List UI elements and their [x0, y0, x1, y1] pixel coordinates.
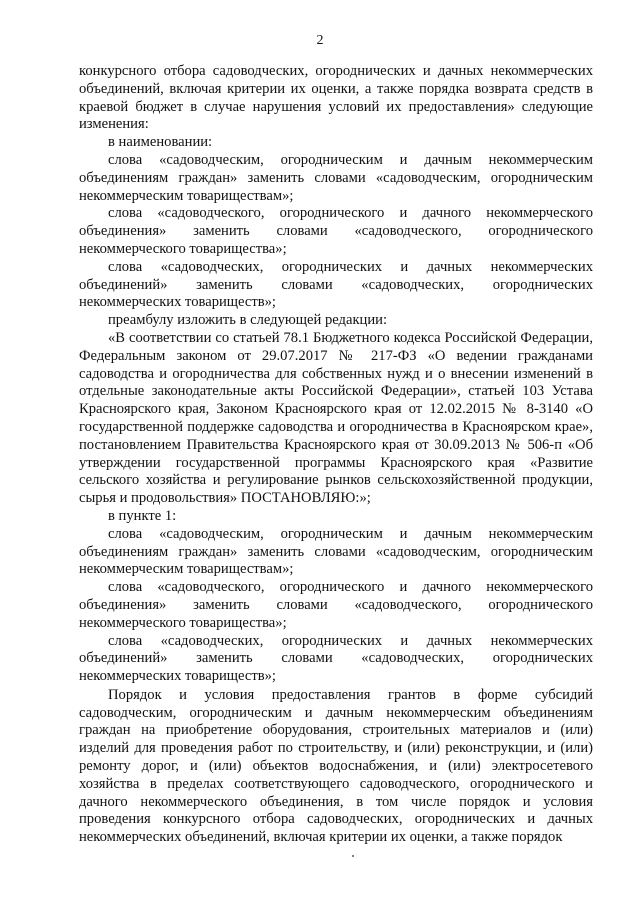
- paragraph: в наименовании:: [108, 134, 213, 151]
- paragraph: в пункте 1:: [108, 507, 177, 524]
- paragraph: слова «садоводческих, огороднических и дачных некоммерческих объединений» заменить словами «садоводческих, огороднических некоммерческих товариществ»;: [79, 632, 593, 685]
- paragraph: слова «садоводческих, огороднических и дачных некоммерческих объединений» заменить словами «садоводческих, огороднических некоммерческих товариществ»;: [79, 258, 593, 311]
- document-body: [79, 63, 593, 847]
- paragraph: слова «садоводческого, огороднического и дачного некоммерческого объединения» заменить словами «садоводческого, огороднического некоммерческого товарищества»;: [79, 205, 593, 257]
- paragraph: слова «садоводческим, огородническим и дачным некоммерческим объединениям граждан» заменить словами «садоводческим, огородническим некоммерческим товариществам»;: [79, 525, 593, 578]
- scan-speck: [352, 855, 354, 857]
- paragraph: конкурсного отбора садоводческих, огороднических и дачных некоммерческих объединений, включая критерии их оценки, а также порядка возврата средств в краевой бюджет в случае нарушения условий их предоставления» следующие изменения:: [79, 63, 593, 133]
- paragraph: слова «садоводческим, огородническим и дачным некоммерческим объединениям граждан» заменить словами «садоводческим, огородническим некоммерческим товариществам»;: [79, 151, 593, 204]
- paragraph: «В соответствии со статьей 78.1 Бюджетного кодекса Российской Федерации, Федеральным законом от 29.07.2017 № 217-ФЗ «О ведении гражданами садоводства и огородничества для собственных нужд и о внесении изменений в отдельные законодательные акты Российской Федерации», статьей 103 Устава Красноярского края, Законом Красноярского края от 12.02.2015 № 8-3140 «О государственной поддержке садоводства и огородничества в Красноярском крае», постановлением Правительства Красноярского края от 30.09.2013 № 506-п «Об утверждении государственной программы Красноярского края «Развитие сельского хозяйства и регулирование рынков сельскохозяйственной продукции, сырья и продовольствия» ПОСТАНОВЛЯЮ:»;: [79, 329, 593, 507]
- paragraph: Порядок и условия предоставления грантов в форме субсидий садоводческим, огородническим и дачным некоммерческим объединениям граждан на приобретение оборудования, строительных материалов и (или) изделий для проведения работ по строительству, и (или) реконструкции, и (или) ремонту дорог, и (или) объектов водоснабжения, и (или) электросетевого хозяйства в пределах соответствующего садоводческого, огороднического и дачного некоммерческого объединения, в том числе порядок и условия проведения конкурсного отбора садоводческих, огороднических и дачных некоммерческих объединений, включая критерии их оценки, а также порядок: [79, 686, 593, 846]
- paragraph: преамбулу изложить в следующей редакции:: [108, 312, 388, 329]
- page-number: 2: [316, 33, 324, 48]
- paragraph: слова «садоводческого, огороднического и дачного некоммерческого объединения» заменить словами «садоводческого, огороднического некоммерческого товарищества»;: [79, 579, 593, 631]
